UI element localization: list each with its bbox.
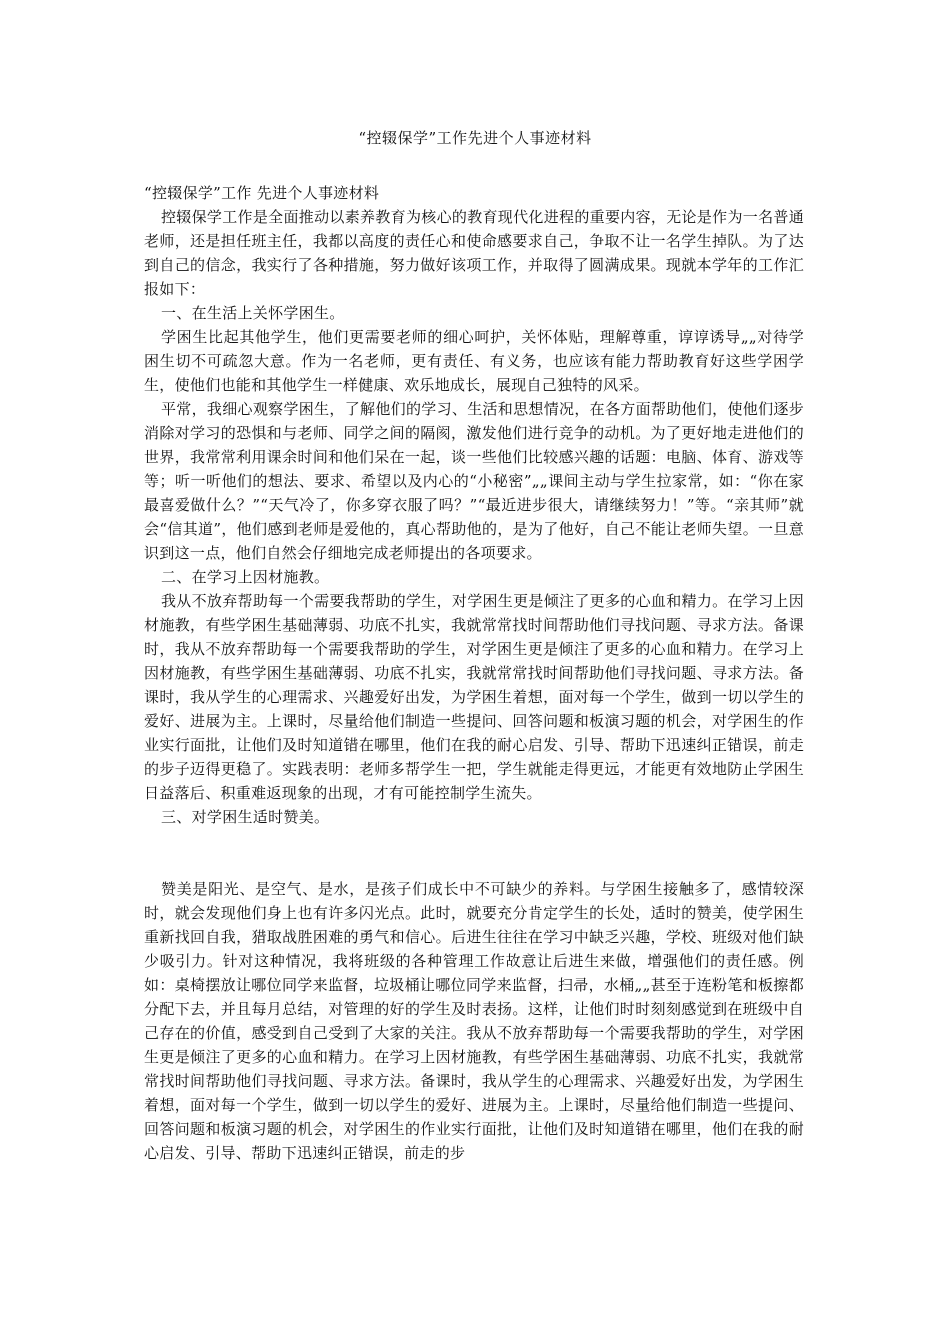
section-1-heading: 一、在生活上关怀学困生。 [161,304,345,322]
document-body [144,181,804,1165]
section-2-paragraph-1: 我从不放弃帮助每一个需要我帮助的学生，对学困生更是倾注了更多的心血和精力。在学习上因材施教，有些学困生基础薄弱、功底不扎实，我就常常找时间帮助他们寻找问题、寻求方法。备课时，我从不放弃帮助每一个需要我帮助的学生，对学困生更是倾注了更多的心血和精力。在学习上因材施教，有些学困生基础薄弱、功底不扎实，我就常常找时间帮助他们寻找问题、寻求方法。备课时，我从学生的心理需求、兴趣爱好出发，为学困生着想，面对每一个学生，做到一切以学生的爱好、进展为主。上课时，尽量给他们制造一些提问、回答问题和板演习题的机会，对学困生的作业实行面批，让他们及时知道错在哪里，他们在我的耐心启发、引导、帮助下迅速纠正错误，前走的步子迈得更稳了。实践表明：老师多帮学生一把，学生就能走得更远，才能更有效地防止学困生日益落后、积重难返现象的出现，才有可能控制学生流失。 [144,592,804,802]
section-1-paragraph-1: 学困生比起其他学生，他们更需要老师的细心呵护，关怀体贴，理解尊重，谆谆诱导„„对待学困生切不可疏忽大意。作为一名老师，更有责任、有义务，也应该有能力帮助教育好这些学困学生，使他们也能和其他学生一样健康、欢乐地成长，展现自己独特的风采。 [144,328,804,394]
blank-line [144,829,804,877]
section-3-heading: 三、对学困生适时赞美。 [161,808,330,826]
document-subtitle: “控辍保学”工作 先进个人事迹材料 [144,184,380,202]
section-1-paragraph-2: 平常，我细心观察学困生，了解他们的学习、生活和思想情况，在各方面帮助他们，使他们逐步消除对学习的恐惧和与老师、同学之间的隔阂，激发他们进行竞争的动机。为了更好地走进他们的世界，我常常利用课余时间和他们呆在一起，谈一些他们比较感兴趣的话题：电脑、体育、游戏等等；听一听他们的想法、要求、希望以及内心的“小秘密”„„课间主动与学生拉家常，如：“你在家最喜爱做什么？”“天气冷了，你多穿衣服了吗？”“最近进步很大，请继续努力！”等。“亲其师”就会“信其道”，他们感到老师是爱他的，真心帮助他的，是为了他好，自己不能让老师失望。一旦意识到这一点，他们自然会仔细地完成老师提出的各项要求。 [144,400,804,562]
document-title: “控辍保学”工作先进个人事迹材料 [358,129,592,147]
section-2-heading: 二、在学习上因材施教。 [161,568,330,586]
section-3-paragraph-1: 赞美是阳光、是空气、是水，是孩子们成长中不可缺少的养料。与学困生接触多了，感情较深时，就会发现他们身上也有许多闪光点。此时，就要充分肯定学生的长处，适时的赞美，使学困生重新找回自我，猎取战胜困难的勇气和信心。后进生往往在学习中缺乏兴趣，学校、班级对他们缺少吸引力。针对这种情况，我将班级的各种管理工作故意让后进生来做，增强他们的责任感。例如：桌椅摆放让哪位同学来监督，垃圾桶让哪位同学来监督，扫帚，水桶„„甚至于连粉笔和板擦都分配下去，并且每月总结，对管理的好的学生及时表扬。这样，让他们时时刻刻感觉到在班级中自己存在的价值，感受到自己受到了大家的关注。我从不放弃帮助每一个需要我帮助的学生，对学困生更是倾注了更多的心血和精力。在学习上因材施教，有些学困生基础薄弱、功底不扎实，我就常常找时间帮助他们寻找问题、寻求方法。备课时，我从学生的心理需求、兴趣爱好出发，为学困生着想，面对每一个学生，做到一切以学生的爱好、进展为主。上课时，尽量给他们制造一些提问、回答问题和板演习题的机会，对学困生的作业实行面批，让他们及时知道错在哪里，他们在我的耐心启发、引导、帮助下迅速纠正错误，前走的步 [144,880,804,1162]
intro-paragraph: 控辍保学工作是全面推动以素养教育为核心的教育现代化进程的重要内容，无论是作为一名普通老师，还是担任班主任，我都以高度的责任心和使命感要求自己，争取不让一名学生掉队。为了达到自己的信念，我实行了各种措施，努力做好该项工作，并取得了圆满成果。现就本学年的工作汇报如下： [144,208,804,298]
